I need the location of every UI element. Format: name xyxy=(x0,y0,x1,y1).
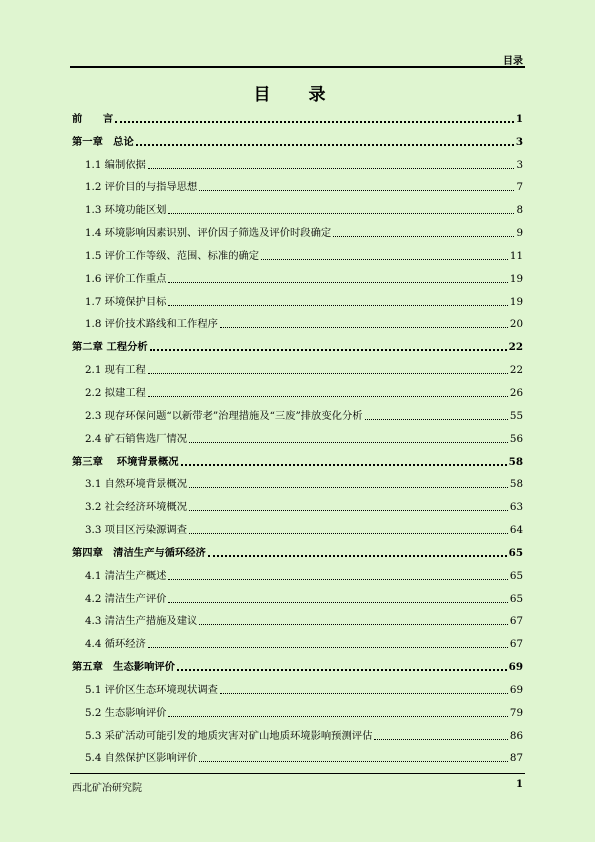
toc-entry-title: 3.1 自然环境背景概况 xyxy=(85,478,188,491)
toc-entry-page: 65 xyxy=(509,569,523,582)
toc-entry-title: 1.7 环境保护目标 xyxy=(85,295,167,308)
toc-chapter-entry[interactable] xyxy=(72,105,523,128)
toc-dot-leader xyxy=(115,121,514,123)
toc-entry-title: 1.3 环境功能区划 xyxy=(85,204,167,217)
toc-entry-page: 87 xyxy=(509,752,523,765)
toc-section-entry[interactable] xyxy=(72,265,523,288)
toc-section-entry[interactable] xyxy=(72,402,523,425)
toc-entry-page: 9 xyxy=(516,227,523,240)
toc-entry-title: 1.5 评价工作等级、范围、标准的确定 xyxy=(85,249,260,262)
toc-section-entry[interactable] xyxy=(72,676,523,699)
toc-dot-leader xyxy=(189,510,508,511)
toc-entry-page: 67 xyxy=(509,638,523,651)
toc-entry-title: 4.3 清洁生产措施及建议 xyxy=(85,615,198,628)
toc-entry-page: 19 xyxy=(509,272,523,285)
toc-entry-page: 1 xyxy=(515,112,523,125)
toc-dot-leader xyxy=(189,442,508,443)
toc-entry-title: 第三章 环境背景概况 xyxy=(72,455,179,468)
toc-section-entry[interactable] xyxy=(72,288,523,311)
toc-entry-page: 63 xyxy=(509,501,523,514)
toc-entry-title: 3.2 社会经济环境概况 xyxy=(85,501,188,514)
toc-entry-page: 58 xyxy=(509,478,523,491)
toc-dot-leader xyxy=(148,647,508,648)
toc-entry-title: 1.4 环境影响因素识别、评价因子筛选及评价时段确定 xyxy=(85,227,332,240)
toc-dot-leader xyxy=(374,739,508,740)
toc-entry-title: 5.2 生态影响评价 xyxy=(85,706,167,719)
toc-entry-page: 22 xyxy=(508,341,523,354)
header-label: 目录 xyxy=(503,56,523,67)
toc-chapter-entry[interactable] xyxy=(72,539,523,562)
toc-dot-leader xyxy=(189,533,508,534)
toc-section-entry[interactable] xyxy=(72,722,523,745)
toc-section-entry[interactable] xyxy=(72,151,523,174)
header-divider xyxy=(70,66,525,68)
toc-section-entry[interactable] xyxy=(72,585,523,608)
footer-page-number: 1 xyxy=(516,779,523,790)
table-of-contents xyxy=(72,105,523,767)
toc-entry-page: 56 xyxy=(509,432,523,445)
toc-dot-leader xyxy=(168,579,507,580)
toc-section-entry[interactable] xyxy=(72,356,523,379)
toc-dot-leader xyxy=(168,716,507,717)
toc-entry-page: 86 xyxy=(509,729,523,742)
toc-dot-leader xyxy=(333,236,514,237)
toc-entry-page: 22 xyxy=(509,364,523,377)
toc-section-entry[interactable] xyxy=(72,699,523,722)
toc-dot-leader xyxy=(150,349,507,351)
toc-entry-title: 2.3 现存环保问题“以新带老”治理措施及“三废”排放变化分析 xyxy=(85,409,363,422)
toc-entry-page: 65 xyxy=(509,592,523,605)
toc-section-entry[interactable] xyxy=(72,562,523,585)
footer-organization: 西北矿冶研究院 xyxy=(72,783,142,794)
toc-entry-title: 1.1 编制依据 xyxy=(85,158,146,171)
toc-entry-title: 1.8 评价技术路线和工作程序 xyxy=(85,318,218,331)
toc-dot-leader xyxy=(220,693,508,694)
toc-entry-title: 前 言 xyxy=(72,112,114,125)
toc-dot-leader xyxy=(168,602,507,603)
toc-entry-page: 20 xyxy=(509,318,523,331)
toc-section-entry[interactable] xyxy=(72,608,523,631)
toc-dot-leader xyxy=(148,373,508,374)
toc-entry-page: 26 xyxy=(509,386,523,399)
toc-entry-page: 69 xyxy=(508,661,523,674)
toc-entry-title: 4.1 清洁生产概述 xyxy=(85,569,167,582)
toc-entry-title: 2.4 矿石销售选厂情况 xyxy=(85,432,188,445)
toc-dot-leader xyxy=(177,669,507,671)
toc-dot-leader xyxy=(208,555,507,557)
toc-chapter-entry[interactable] xyxy=(72,333,523,356)
toc-entry-title: 5.4 自然保护区影响评价 xyxy=(85,752,198,765)
toc-entry-title: 4.4 循环经济 xyxy=(85,638,146,651)
toc-entry-title: 5.3 采矿活动可能引发的地质灾害对矿山地质环境影响预测评估 xyxy=(85,729,373,742)
toc-entry-page: 11 xyxy=(509,249,523,262)
toc-entry-page: 65 xyxy=(508,546,523,559)
toc-dot-leader xyxy=(148,396,508,397)
toc-entry-title: 5.1 评价区生态环境现状调查 xyxy=(85,683,218,696)
toc-dot-leader xyxy=(199,761,508,762)
toc-section-entry[interactable] xyxy=(72,311,523,334)
toc-dot-leader xyxy=(168,305,507,306)
toc-entry-title: 第二章 工程分析 xyxy=(72,341,148,354)
toc-entry-title: 2.2 拟建工程 xyxy=(85,386,146,399)
toc-dot-leader xyxy=(220,327,508,328)
toc-section-entry[interactable] xyxy=(72,493,523,516)
toc-entry-page: 58 xyxy=(508,455,523,468)
toc-entry-page: 55 xyxy=(509,409,523,422)
toc-chapter-entry[interactable] xyxy=(72,448,523,471)
toc-dot-leader xyxy=(365,419,508,420)
toc-dot-leader xyxy=(199,190,514,191)
toc-section-entry[interactable] xyxy=(72,196,523,219)
toc-chapter-entry[interactable] xyxy=(72,653,523,676)
toc-dot-leader xyxy=(199,624,508,625)
toc-entry-page: 64 xyxy=(509,524,523,537)
toc-entry-page: 67 xyxy=(509,615,523,628)
toc-section-entry[interactable] xyxy=(72,630,523,653)
toc-entry-page: 3 xyxy=(516,158,523,171)
toc-dot-leader xyxy=(136,144,514,146)
footer-divider xyxy=(70,773,525,774)
toc-entry-page: 8 xyxy=(516,204,523,217)
toc-chapter-entry[interactable] xyxy=(72,128,523,151)
toc-entry-title: 第五章 生态影响评价 xyxy=(72,661,175,674)
toc-entry-page: 69 xyxy=(509,683,523,696)
toc-entry-page: 7 xyxy=(516,181,523,194)
toc-section-entry[interactable] xyxy=(72,174,523,197)
toc-entry-page: 79 xyxy=(509,706,523,719)
toc-section-entry[interactable] xyxy=(72,379,523,402)
toc-entry-title: 2.1 现有工程 xyxy=(85,364,146,377)
toc-section-entry[interactable] xyxy=(72,242,523,265)
toc-section-entry[interactable] xyxy=(72,516,523,539)
toc-entry-title: 第四章 清洁生产与循环经济 xyxy=(72,546,206,559)
toc-section-entry[interactable] xyxy=(72,745,523,768)
toc-dot-leader xyxy=(189,487,508,488)
toc-entry-title: 3.3 项目区污染源调查 xyxy=(85,524,188,537)
toc-entry-page: 19 xyxy=(509,295,523,308)
toc-dot-leader xyxy=(181,464,507,466)
toc-dot-leader xyxy=(168,282,507,283)
toc-entry-page: 3 xyxy=(515,135,523,148)
toc-entry-title: 4.2 清洁生产评价 xyxy=(85,592,167,605)
toc-dot-leader xyxy=(168,213,514,214)
page-title: 目 录 xyxy=(253,85,342,105)
toc-section-entry[interactable] xyxy=(72,425,523,448)
toc-entry-title: 1.2 评价目的与指导思想 xyxy=(85,181,198,194)
toc-entry-title: 第一章 总论 xyxy=(72,135,134,148)
toc-section-entry[interactable] xyxy=(72,219,523,242)
toc-entry-title: 1.6 评价工作重点 xyxy=(85,272,167,285)
toc-dot-leader xyxy=(148,168,515,169)
toc-section-entry[interactable] xyxy=(72,471,523,494)
toc-dot-leader xyxy=(261,259,508,260)
